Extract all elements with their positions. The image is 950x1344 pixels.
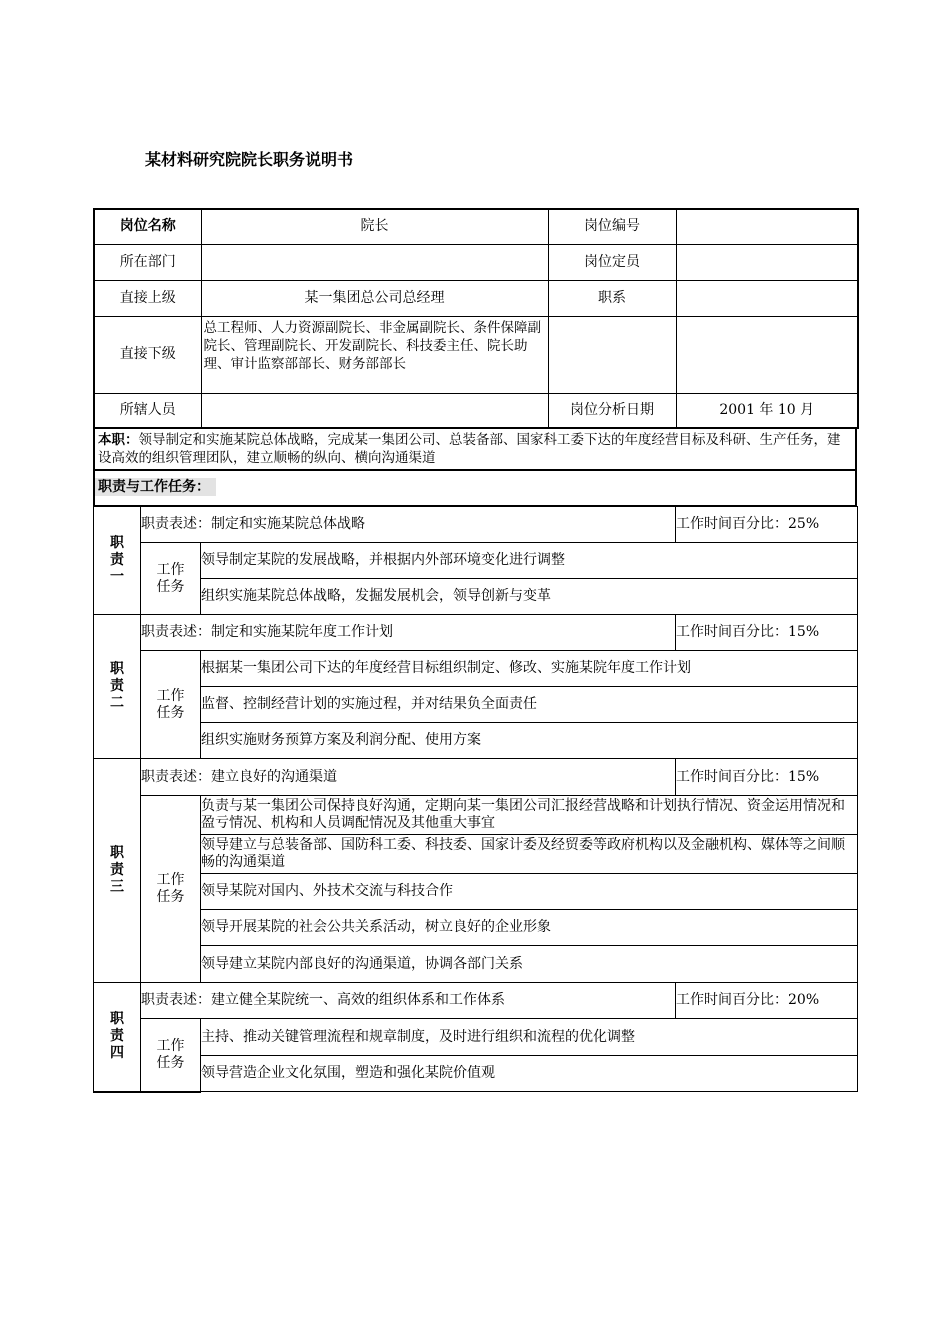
job-summary-label: 本职：	[98, 432, 139, 448]
duty-1-name: 职责一	[94, 507, 141, 615]
duty-2-name: 职责二	[94, 615, 141, 759]
duty-3-time-percent: 工作时间百分比：15%	[676, 759, 858, 796]
analysis-date-label: 岗位分析日期	[548, 393, 676, 428]
duty-3-description: 职责表述：建立良好的沟通渠道	[141, 759, 676, 796]
position-no-label: 岗位编号	[548, 209, 676, 244]
duty-1-description: 职责表述：制定和实施某院总体战略	[141, 507, 676, 543]
superior-value: 某一集团总公司总经理	[201, 280, 548, 316]
department-value	[201, 244, 548, 280]
job-family-value	[676, 280, 858, 316]
duty-2-task-2: 监督、控制经营计划的实施过程，并对结果负全面责任	[201, 687, 858, 723]
staff-label: 所辖人员	[94, 393, 201, 428]
duty-3-task-5: 领导建立某院内部良好的沟通渠道，协调各部门关系	[201, 946, 858, 983]
duty-1-task-label: 工作任务	[141, 543, 201, 615]
job-family-label: 职系	[548, 280, 676, 316]
duty-3-task-label: 工作任务	[141, 796, 201, 983]
duty-4-task-2: 领导营造企业文化氛围，塑造和强化某院价值观	[201, 1056, 858, 1092]
duty-2-time-percent: 工作时间百分比：15%	[676, 615, 858, 651]
duty-2-description: 职责表述：制定和实施某院年度工作计划	[141, 615, 676, 651]
job-summary-text: 领导制定和实施某院总体战略，完成某一集团公司、总装备部、国家科工委下达的年度经营目标及科研、生产任务，建设高效的组织管理团队，建立顺畅的纵向、横向沟通渠道	[98, 432, 841, 466]
job-summary	[93, 429, 857, 471]
position-info-table	[93, 208, 859, 429]
duty-3-task-1: 负责与某一集团公司保持良好沟通，定期向某一集团公司汇报经营战略和计划执行情况、资金运用情况和盈亏情况、机构和人员调配情况及其他重大事宜	[201, 796, 858, 835]
duty-block-3	[93, 758, 858, 983]
duty-2-task-3: 组织实施财务预算方案及利润分配、使用方案	[201, 723, 858, 759]
duty-block-2	[93, 614, 858, 759]
duty-2-task-1: 根据某一集团公司下达的年度经营目标组织制定、修改、实施某院年度工作计划	[201, 651, 858, 687]
duties-heading-band	[93, 471, 857, 506]
headcount-value	[676, 244, 858, 280]
department-label: 所在部门	[94, 244, 201, 280]
subordinate-extra-cell	[548, 316, 676, 393]
document-title: 某材料研究院院长职务说明书	[145, 150, 354, 169]
duty-3-name: 职责三	[94, 759, 141, 983]
duty-block-4	[93, 982, 858, 1093]
duty-3-task-3: 领导某院对国内、外技术交流与科技合作	[201, 874, 858, 910]
duties-heading: 职责与工作任务：	[95, 478, 216, 496]
duty-1-task-1: 领导制定某院的发展战略，并根据内外部环境变化进行调整	[201, 543, 858, 579]
duty-2-task-label: 工作任务	[141, 651, 201, 759]
duty-1-task-2: 组织实施某院总体战略，发掘发展机会，领导创新与变革	[201, 579, 858, 615]
subordinate-value: 总工程师、人力资源副院长、非金属副院长、条件保障副院长、管理副院长、开发副院长、科技委主任、院长助理、审计监察部部长、财务部部长	[201, 316, 548, 393]
duty-block-1	[93, 506, 858, 615]
staff-value	[201, 393, 548, 428]
duty-3-task-2: 领导建立与总装备部、国防科工委、科技委、国家计委及经贸委等政府机构以及金融机构、媒体等之间顺畅的沟通渠道	[201, 835, 858, 874]
duty-4-description: 职责表述：建立健全某院统一、高效的组织体系和工作体系	[141, 983, 676, 1019]
position-no-value	[676, 209, 858, 244]
subordinate-extra-cell-2	[676, 316, 858, 393]
superior-label: 直接上级	[94, 280, 201, 316]
position-name-value: 院长	[201, 209, 548, 244]
headcount-label: 岗位定员	[548, 244, 676, 280]
analysis-date-value: 2001 年 10 月	[676, 393, 858, 428]
subordinate-label: 直接下级	[94, 316, 201, 393]
position-name-label: 岗位名称	[94, 209, 201, 244]
duty-1-time-percent: 工作时间百分比：25%	[676, 507, 858, 543]
duty-4-task-1: 主持、推动关键管理流程和规章制度，及时进行组织和流程的优化调整	[201, 1019, 858, 1056]
duty-4-name: 职责四	[94, 983, 141, 1092]
duty-4-time-percent: 工作时间百分比：20%	[676, 983, 858, 1019]
duty-4-task-label: 工作任务	[141, 1019, 201, 1092]
duty-3-task-4: 领导开展某院的社会公共关系活动，树立良好的企业形象	[201, 910, 858, 946]
